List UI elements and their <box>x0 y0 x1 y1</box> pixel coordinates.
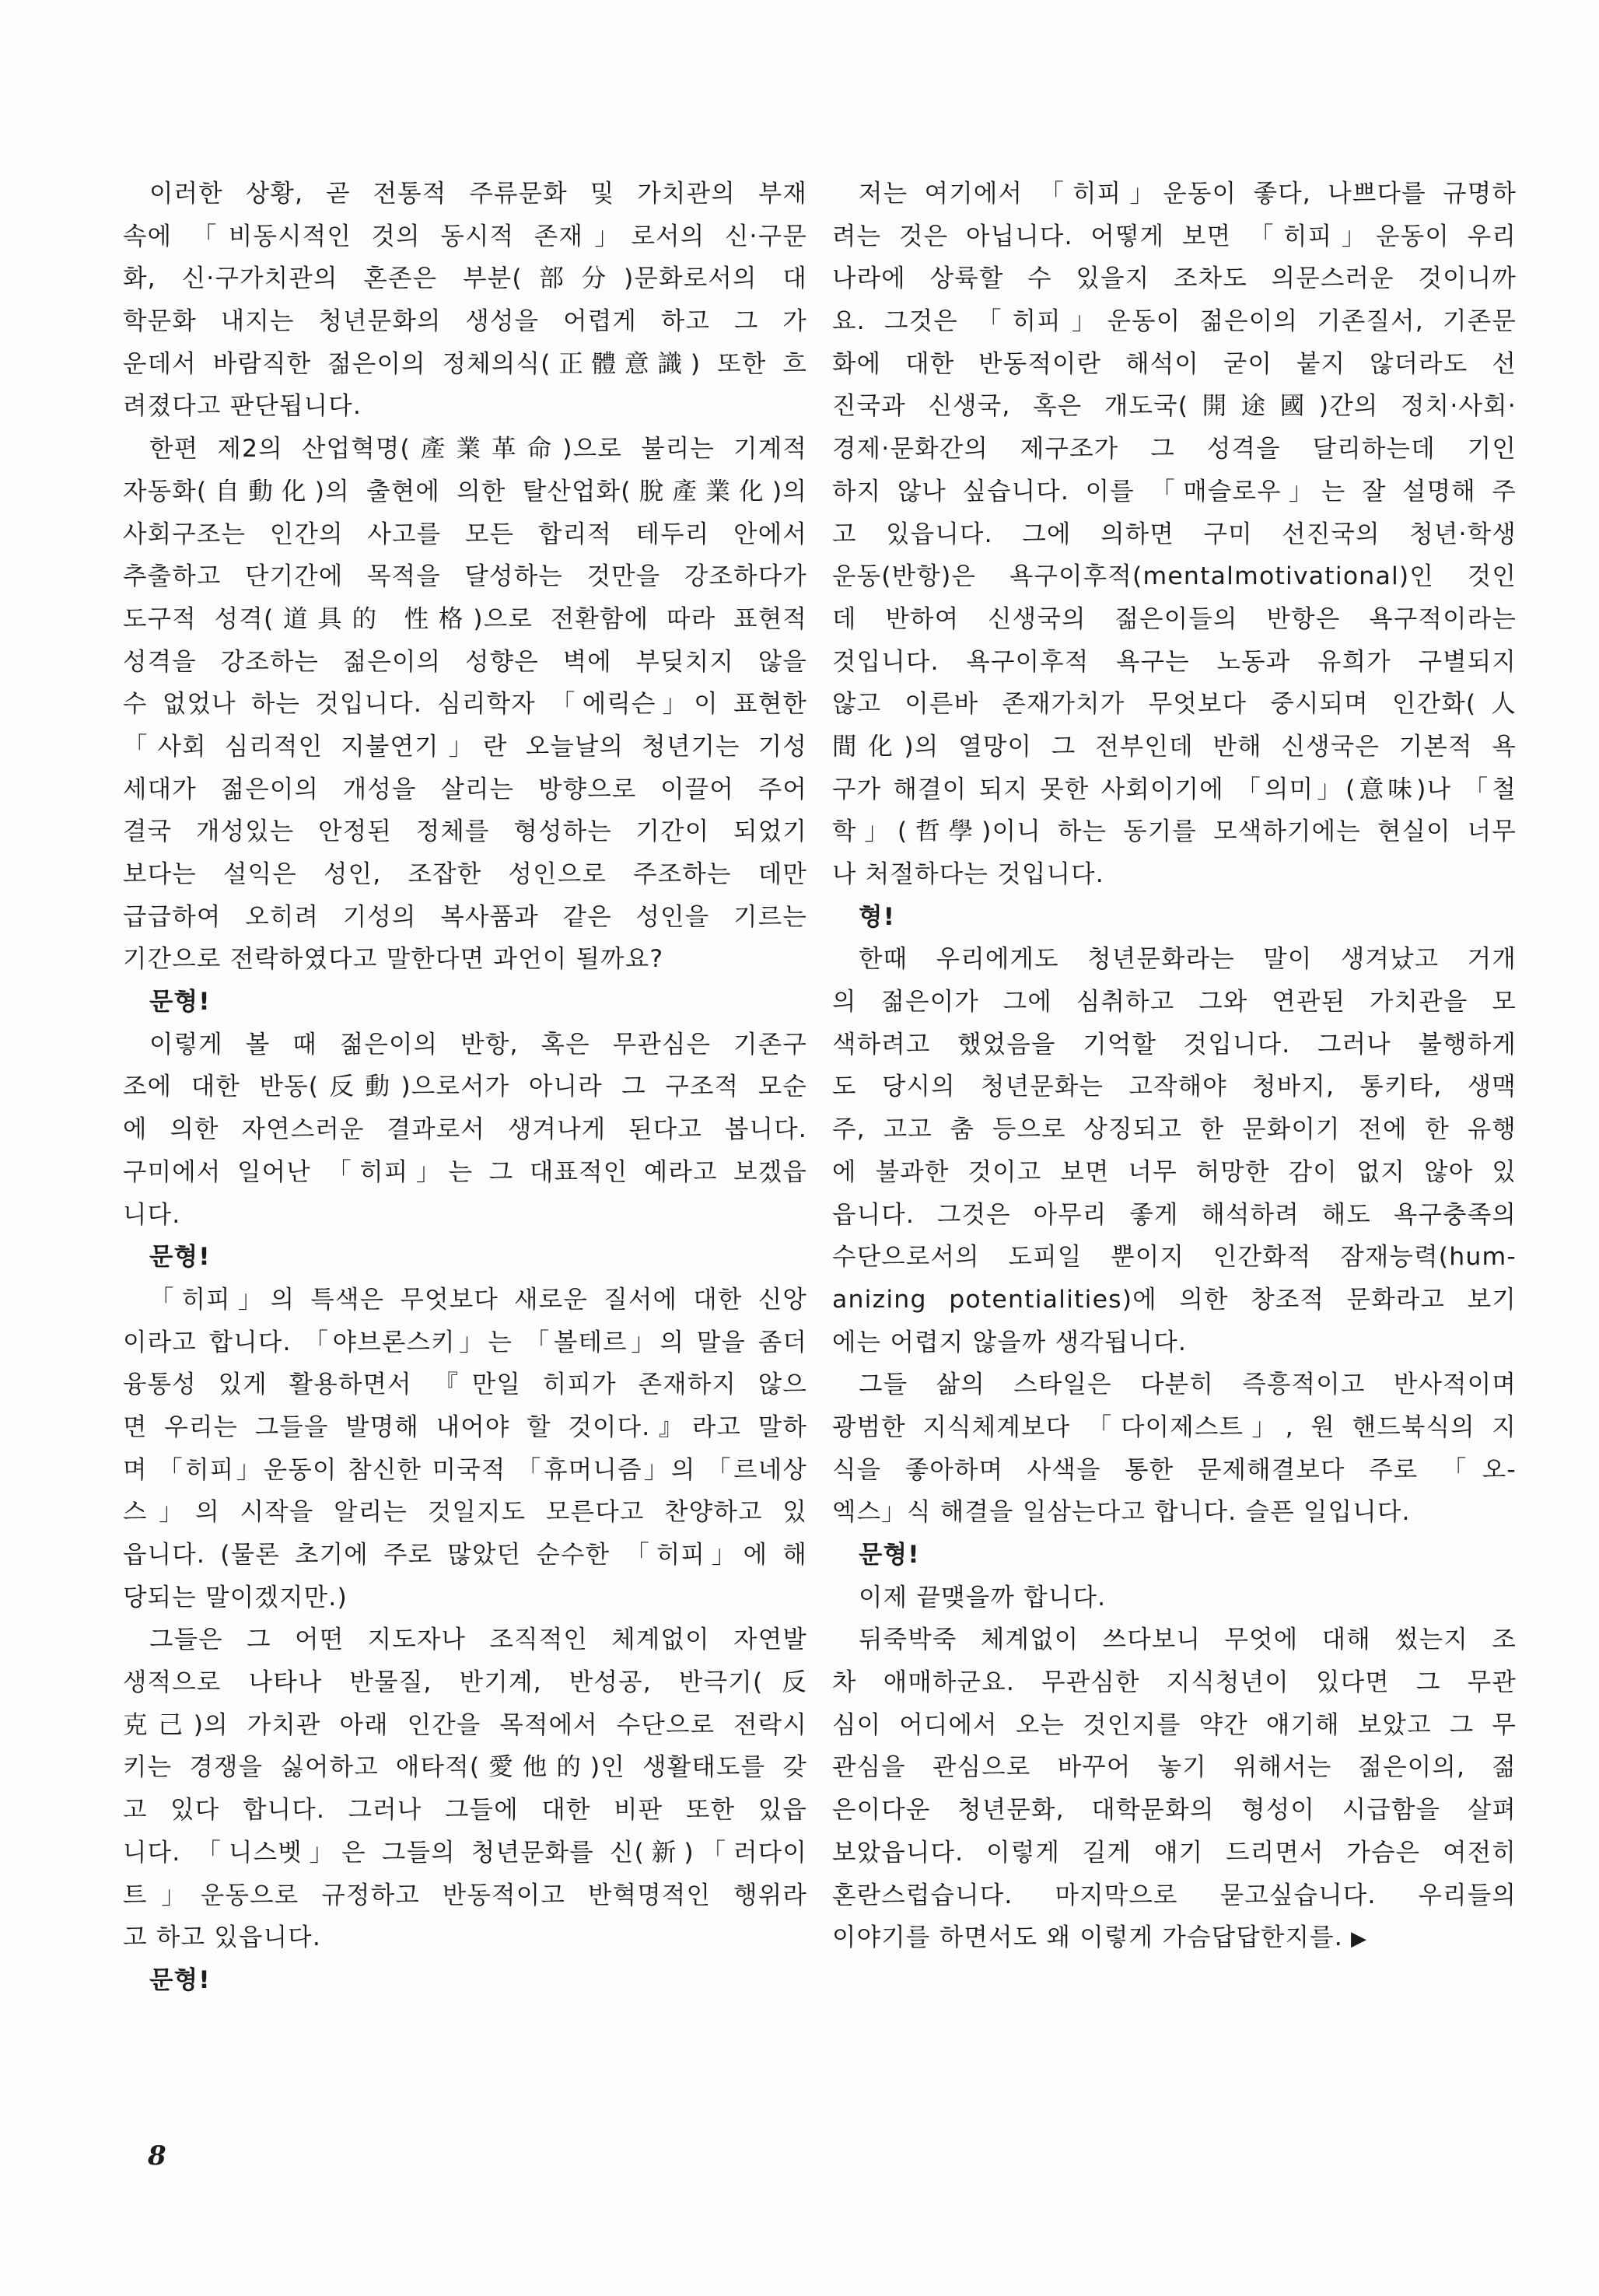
text-line <box>832 1789 1517 1832</box>
text-line <box>123 1832 807 1874</box>
line-text: 결국 개성있는 안정된 정체를 형성하는 기간이 되었기 <box>123 817 807 846</box>
line-text: 조에 대한 반동(反動)으로서가 아니라 그 구조적 모순 <box>123 1073 807 1101</box>
right-text-column <box>832 173 1517 1959</box>
line-text: 운데서 바람직한 젊은이의 정체의식(正體意識) 또한 흐 <box>123 349 807 378</box>
line-text: 「사회 심리적인 지불연기」란 오늘날의 청년기는 기성 <box>123 732 807 761</box>
line-text: 려는 것은 아닙니다. 어떻게 보면 「히피」운동이 우리 <box>832 222 1517 250</box>
line-text: 은이다운 청년문화, 대학문화의 형성이 시급함을 살펴 <box>832 1796 1517 1825</box>
line-text: 고 있읍니다. 그에 의하면 구미 선진국의 청년·학생 <box>832 520 1517 548</box>
text-line <box>832 215 1517 258</box>
text-line <box>832 1363 1517 1406</box>
text-line <box>832 810 1517 853</box>
text-line <box>832 1661 1517 1704</box>
text-line <box>123 555 807 598</box>
line-text: 색하려고 했었음을 기억할 것입니다. 그러나 불행하게 <box>832 1030 1517 1059</box>
text-line <box>123 215 807 258</box>
line-text: 주, 고고 춤 등으로 상징되고 한 문화이기 전에 한 유행 <box>832 1115 1517 1144</box>
text-line <box>832 683 1517 726</box>
text-line <box>123 938 807 981</box>
text-line <box>832 471 1517 513</box>
line-text: 그들 삶의 스타일은 다분히 즉흥적이고 반사적이며 <box>859 1370 1517 1399</box>
text-line <box>832 981 1517 1024</box>
text-line <box>832 853 1517 896</box>
line-text: 니다. <box>123 1200 181 1229</box>
line-text: 트」운동으로 규정하고 반동적이고 반혁명적인 행위라 <box>123 1881 807 1909</box>
line-text: 보다는 설익은 성인, 조잡한 성인으로 주조하는 데만 <box>123 860 807 888</box>
line-text: 화에 대한 반동적이란 해석이 굳이 붙지 않더라도 선 <box>832 349 1517 378</box>
line-text: 니다. 「니스벳」은 그들의 청년문화를 신(新)「러다이 <box>123 1838 807 1867</box>
text-line <box>123 1406 807 1449</box>
line-text: 문형! <box>149 1243 211 1272</box>
text-line <box>832 1746 1517 1789</box>
text-line <box>123 896 807 939</box>
line-text: 차 애매하군요. 무관심한 지식청년이 있다면 그 무관 <box>832 1668 1517 1697</box>
text-line <box>832 1406 1517 1449</box>
line-text: 수단으로서의 도피일 뿐이지 인간화적 잠재능력(hum- <box>832 1243 1517 1272</box>
text-line <box>123 683 807 726</box>
text-line <box>832 1874 1517 1917</box>
line-text: 이러한 상황, 곧 전통적 주류문화 및 가치관의 부재 <box>149 180 807 208</box>
text-line <box>123 257 807 300</box>
salutation-line <box>123 1959 807 2002</box>
line-text: 식을 좋아하며 사색을 통한 문제해결보다 주로 「오- <box>832 1455 1517 1484</box>
text-line <box>123 1194 807 1237</box>
line-text: 혼란스럽습니다. 마지막으로 묻고싶습니다. 우리들의 <box>832 1881 1517 1909</box>
text-line <box>123 1108 807 1151</box>
line-text: 엑스」식 해결을 일삼는다고 합니다. 슬픈 일입니다. <box>832 1498 1411 1527</box>
text-line <box>123 1066 807 1108</box>
text-line <box>123 1704 807 1747</box>
text-line <box>123 1279 807 1321</box>
text-line <box>123 810 807 853</box>
line-text: 구가 해결이 되지 못한 사회이기에 「의미」(意味)나 「철 <box>832 775 1517 803</box>
line-text: 융통성 있게 활용하면서 『만일 히피가 존재하지 않으 <box>123 1370 807 1399</box>
text-line <box>832 1704 1517 1747</box>
text-line <box>832 1619 1517 1661</box>
text-line <box>832 1236 1517 1279</box>
text-line <box>832 768 1517 811</box>
line-text: 않고 이른바 존재가치가 무엇보다 중시되며 인간화(人 <box>832 690 1517 719</box>
line-text: 성격을 강조하는 젊은이의 성향은 벽에 부딪치지 않을 <box>123 647 807 676</box>
line-text: 도 당시의 청년문화는 고작해야 청바지, 통키타, 생맥 <box>832 1073 1517 1101</box>
text-line <box>832 1449 1517 1492</box>
text-line <box>123 1024 807 1066</box>
line-text: 구미에서 일어난 「히피」는 그 대표적인 예라고 보겠읍 <box>123 1157 807 1186</box>
line-text: 심이 어디에서 오는 것인지를 약간 얘기해 보았고 그 무 <box>832 1710 1517 1739</box>
text-line <box>123 300 807 343</box>
text-line <box>832 300 1517 343</box>
line-text: 세대가 젊은이의 개성을 살리는 방향으로 이끌어 주어 <box>123 775 807 803</box>
line-text: 고 있다 합니다. 그러나 그들에 대한 비판 또한 있읍 <box>123 1796 807 1825</box>
line-text: 이야기를 하면서도 왜 이렇게 가슴답답한지를. <box>832 1923 1344 1952</box>
line-text: 학문화 내지는 청년문화의 생성을 어렵게 하고 그 가 <box>123 307 807 336</box>
line-text: 요. 그것은 「히피」운동이 젊은이의 기존질서, 기존문 <box>832 307 1517 336</box>
line-text: 「히피」의 특색은 무엇보다 새로운 질서에 대한 신앙 <box>149 1285 807 1314</box>
line-text: 기간으로 전락하였다고 말한다면 과언이 될까요? <box>123 945 664 974</box>
text-line <box>123 1619 807 1661</box>
line-text: 것입니다. 욕구이후적 욕구는 노동과 유희가 구별되지 <box>832 647 1517 676</box>
text-line <box>123 1321 807 1364</box>
line-text: 학」(哲學)이니 하는 동기를 모색하기에는 현실이 너무 <box>832 817 1517 846</box>
line-text: 수 없었나 하는 것입니다. 심리학자 「에릭슨」이 표현한 <box>123 690 807 719</box>
text-line <box>832 1832 1517 1874</box>
line-text: 문형! <box>149 1965 211 1994</box>
line-text: 사회구조는 인간의 사고를 모든 합리적 테두리 안에서 <box>123 520 807 548</box>
text-line <box>123 641 807 684</box>
salutation-line <box>123 981 807 1024</box>
text-line <box>123 1151 807 1194</box>
line-text: 읍니다. 그것은 아무리 좋게 해석하려 해도 욕구충족의 <box>832 1200 1517 1229</box>
line-text: 에 불과한 것이고 보면 너무 허망한 감이 없지 않아 있 <box>832 1157 1517 1186</box>
line-text: 진국과 신생국, 혹은 개도국(開途國)간의 정치·사회· <box>832 392 1517 421</box>
text-line <box>832 385 1517 428</box>
text-line <box>123 768 807 811</box>
salutation-line <box>123 1236 807 1279</box>
text-line <box>123 726 807 768</box>
line-text: 이제 끝맺을까 합니다. <box>859 1583 1107 1612</box>
text-line <box>832 598 1517 641</box>
line-text: 읍니다. (물론 초기에 주로 많았던 순수한 「히피」에 해 <box>123 1541 807 1569</box>
line-text: 나 처절하다는 것입니다. <box>832 860 1104 888</box>
line-text: 間化)의 열망이 그 전부인데 반해 신생국은 기본적 욕 <box>832 732 1517 761</box>
line-text: 하지 않나 싶습니다. 이를 「매슬로우」는 잘 설명해 주 <box>832 477 1517 506</box>
text-line <box>123 471 807 513</box>
line-text: 추출하고 단기간에 목적을 달성하는 것만을 강조하다가 <box>123 562 807 591</box>
text-line <box>123 1449 807 1492</box>
line-text: 며 「히피」운동이 참신한 미국적 「휴머니즘」의 「르네상 <box>123 1455 807 1484</box>
text-line <box>123 385 807 428</box>
line-text: 고 하고 있읍니다. <box>123 1923 322 1952</box>
text-line <box>123 1916 807 1959</box>
text-line <box>832 1321 1517 1364</box>
line-text: 경제·문화간의 제구조가 그 성격을 달리하는데 기인 <box>832 435 1517 464</box>
line-text: 관심을 관심으로 바꾸어 놓기 위해서는 젊은이의, 젊 <box>832 1753 1517 1782</box>
text-line <box>832 173 1517 215</box>
line-text: 이라고 합니다. 「야브론스키」는 「볼테르」의 말을 좀더 <box>123 1328 807 1356</box>
text-line <box>123 1746 807 1789</box>
text-line <box>832 343 1517 386</box>
line-text: 에 의한 자연스러운 결과로서 생겨나게 된다고 봅니다. <box>123 1115 807 1144</box>
text-line <box>832 641 1517 684</box>
text-line <box>123 598 807 641</box>
line-text: 나라에 상륙할 수 있을지 조차도 의문스러운 것이니까 <box>832 264 1517 293</box>
line-text: 급급하여 오히려 기성의 복사품과 같은 성인을 기르는 <box>123 902 807 931</box>
line-text: 화, 신·구가치관의 혼존은 부분(部分)문화로서의 대 <box>123 264 807 293</box>
text-line <box>832 1066 1517 1108</box>
text-line <box>123 513 807 556</box>
line-text: 보았읍니다. 이렇게 길게 얘기 드리면서 가슴은 여전히 <box>832 1838 1517 1867</box>
text-line <box>832 1491 1517 1534</box>
line-text: 의 젊은이가 그에 심취하고 그와 연관된 가치관을 모 <box>832 988 1517 1017</box>
line-text: 이렇게 볼 때 젊은이의 반항, 혹은 무관심은 기존구 <box>149 1030 807 1059</box>
text-line <box>123 1491 807 1534</box>
text-line <box>123 1874 807 1917</box>
text-line <box>123 853 807 896</box>
line-text: 운동(반항)은 욕구이후적(mentalmotivational)인 것인 <box>832 562 1517 591</box>
line-text: 에는 어렵지 않을까 생각됩니다. <box>832 1328 1188 1356</box>
line-text: 그들은 그 어떤 지도자나 조직적인 체계없이 자연발 <box>149 1626 807 1654</box>
continue-arrow-icon: ▶ <box>1351 1927 1368 1951</box>
line-text: 뒤죽박죽 체계없이 쓰다보니 무엇에 대해 썼는지 조 <box>859 1626 1517 1654</box>
text-line <box>832 1151 1517 1194</box>
line-text: 데 반하여 신생국의 젊은이들의 반항은 욕구적이라는 <box>832 604 1517 633</box>
line-text: anizing potentialities)에 의한 창조적 문화라고 보기 <box>832 1285 1517 1314</box>
line-text: 자동화(自動化)의 출현에 의한 탈산업화(脫產業化)의 <box>123 477 807 506</box>
line-text: 광범한 지식체계보다 「다이제스트」, 원 핸드북식의 지 <box>832 1412 1517 1441</box>
text-line <box>832 1577 1517 1619</box>
line-text: 문형! <box>859 1541 920 1569</box>
line-text: 면 우리는 그들을 발명해 내어야 할 것이다.』라고 말하 <box>123 1412 807 1441</box>
salutation-line <box>832 896 1517 939</box>
line-text: 키는 경쟁을 싫어하고 애타적(愛他的)인 생활태도를 갖 <box>123 1753 807 1782</box>
text-line <box>832 1279 1517 1321</box>
text-line <box>123 1534 807 1577</box>
text-line <box>123 1789 807 1832</box>
page-number: 8 <box>148 2140 166 2172</box>
text-line <box>832 938 1517 981</box>
text-line <box>123 343 807 386</box>
left-text-column <box>123 173 807 2002</box>
text-line <box>832 555 1517 598</box>
text-line <box>123 428 807 471</box>
text-line <box>832 1194 1517 1237</box>
text-line <box>832 1916 1517 1959</box>
text-line <box>123 173 807 215</box>
text-line <box>123 1363 807 1406</box>
salutation-line <box>832 1534 1517 1577</box>
text-line <box>832 428 1517 471</box>
line-text: 문형! <box>149 988 211 1017</box>
text-line <box>832 513 1517 556</box>
line-text: 한때 우리에게도 청년문화라는 말이 생겨났고 거개 <box>859 945 1517 974</box>
line-text: 스」의 시작을 알리는 것일지도 모른다고 찬양하고 있 <box>123 1498 807 1527</box>
line-text: 당되는 말이겠지만.) <box>123 1583 348 1612</box>
text-line <box>123 1661 807 1704</box>
text-line <box>832 726 1517 768</box>
line-text: 속에 「비동시적인 것의 동시적 존재」로서의 신·구문 <box>123 222 807 250</box>
text-line <box>832 1024 1517 1066</box>
line-text: 克己)의 가치관 아래 인간을 목적에서 수단으로 전락시 <box>123 1710 807 1739</box>
text-line <box>123 1577 807 1619</box>
line-text: 한편 제2의 산업혁명(產業革命)으로 불리는 기계적 <box>149 435 807 464</box>
text-line <box>832 1108 1517 1151</box>
line-text: 려졌다고 판단됩니다. <box>123 392 362 421</box>
line-text: 저는 여기에서 「히피」운동이 좋다, 나쁘다를 규명하 <box>859 180 1517 208</box>
line-text: 형! <box>859 902 896 931</box>
line-text: 생적으로 나타나 반물질, 반기계, 반성공, 반극기(反 <box>123 1668 807 1697</box>
line-text: 도구적 성격(道具的 性格)으로 전환함에 따라 표현적 <box>123 604 807 633</box>
text-line <box>832 257 1517 300</box>
